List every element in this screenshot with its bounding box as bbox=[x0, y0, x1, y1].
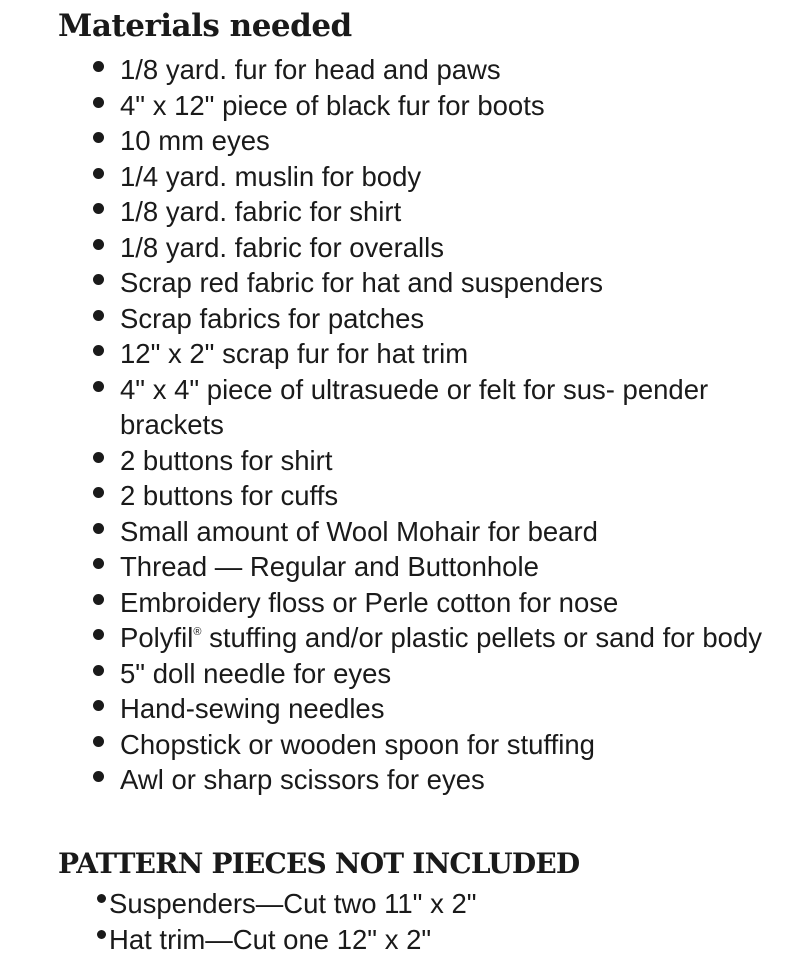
registered-mark: ® bbox=[193, 626, 202, 638]
polyfil-rest-text: stuffing and/or plastic pellets or sand for body bbox=[201, 622, 762, 653]
materials-list-item bbox=[93, 727, 783, 763]
materials-item-text: Thread — Regular and Buttonhole bbox=[120, 551, 539, 582]
bullet-icon bbox=[93, 736, 104, 747]
bullet-icon bbox=[93, 61, 104, 72]
bullet-icon bbox=[93, 203, 104, 214]
bullet-icon bbox=[97, 930, 106, 939]
pattern-list-item bbox=[97, 886, 777, 922]
bullet-icon bbox=[93, 771, 104, 782]
materials-item-text: 10 mm eyes bbox=[120, 125, 270, 156]
materials-item-text: 1/8 yard. fur for head and paws bbox=[120, 54, 501, 85]
bullet-icon bbox=[93, 629, 104, 640]
materials-list-item bbox=[93, 194, 783, 230]
materials-item-text: 4" x 12" piece of black fur for boots bbox=[120, 89, 545, 121]
bullet-icon bbox=[93, 239, 104, 250]
bullet-icon bbox=[93, 132, 104, 143]
materials-item-text: 12" x 2" scrap fur for hat trim bbox=[120, 338, 469, 369]
materials-item-text: Chopstick or wooden spoon for stuffing bbox=[120, 728, 595, 760]
bullet-icon bbox=[93, 487, 104, 498]
materials-list bbox=[93, 52, 783, 798]
materials-item-text: Small amount of Wool Mohair for beard bbox=[120, 515, 598, 547]
bullet-icon bbox=[93, 558, 104, 569]
materials-item-text: 1/4 yard. muslin for body bbox=[120, 160, 422, 192]
materials-list-item bbox=[93, 230, 783, 266]
materials-item-text: Embroidery floss or Perle cotton for nose bbox=[120, 586, 619, 618]
materials-heading: Materials needed bbox=[58, 8, 352, 44]
materials-item-text: Hand-sewing needles bbox=[120, 693, 385, 724]
materials-list-item bbox=[93, 123, 783, 159]
pattern-pieces-heading: PATTERN PIECES NOT INCLUDED bbox=[58, 847, 580, 880]
materials-list-item bbox=[93, 336, 783, 372]
bullet-icon bbox=[93, 345, 104, 356]
pattern-pieces-list bbox=[97, 886, 777, 958]
materials-list-item bbox=[93, 762, 783, 798]
bullet-icon bbox=[93, 594, 104, 605]
materials-list-item bbox=[93, 656, 783, 692]
materials-item-text: Scrap fabrics for patches bbox=[120, 302, 425, 334]
polyfil-brand-text: Polyfil bbox=[120, 622, 194, 653]
materials-list-item bbox=[93, 52, 783, 88]
materials-item-text: 5" doll needle for eyes bbox=[120, 657, 392, 689]
materials-item-text: 2 buttons for shirt bbox=[120, 444, 333, 476]
bullet-icon bbox=[93, 665, 104, 676]
materials-list-item bbox=[93, 265, 783, 301]
materials-list-item-polyfil bbox=[93, 620, 783, 656]
pattern-item-text: Hat trim—Cut one 12" x 2" bbox=[109, 924, 432, 955]
bullet-icon bbox=[93, 274, 104, 285]
materials-list-item bbox=[93, 88, 783, 124]
materials-list-item bbox=[93, 159, 783, 195]
materials-item-text: 2 buttons for cuffs bbox=[120, 480, 339, 511]
bullet-icon bbox=[93, 700, 104, 711]
bullet-icon bbox=[93, 97, 104, 108]
materials-list-item bbox=[93, 443, 783, 479]
materials-list-item bbox=[93, 691, 783, 727]
bullet-icon bbox=[93, 168, 104, 179]
bullet-icon bbox=[93, 523, 104, 534]
materials-list-item bbox=[93, 372, 783, 443]
materials-item-text: Scrap red fabric for hat and suspenders bbox=[120, 267, 604, 298]
pattern-item-text: Suspenders—Cut two 11" x 2" bbox=[109, 888, 477, 919]
materials-item-text: Awl or sharp scissors for eyes bbox=[120, 764, 485, 795]
bullet-icon bbox=[93, 310, 104, 321]
materials-item-text: 1/8 yard. fabric for shirt bbox=[120, 196, 402, 227]
materials-list-item bbox=[93, 301, 783, 337]
materials-item-text: 1/8 yard. fabric for overalls bbox=[120, 231, 445, 263]
materials-list-item bbox=[93, 514, 783, 550]
materials-list-item bbox=[93, 585, 783, 621]
bullet-icon bbox=[93, 381, 104, 392]
pattern-list-item bbox=[97, 922, 777, 958]
materials-item-text: 4" x 4" piece of ultrasuede or felt for sus- pender brackets bbox=[120, 373, 709, 440]
materials-list-item bbox=[93, 478, 783, 514]
bullet-icon bbox=[93, 452, 104, 463]
bullet-icon bbox=[97, 894, 106, 903]
materials-list-item bbox=[93, 549, 783, 585]
